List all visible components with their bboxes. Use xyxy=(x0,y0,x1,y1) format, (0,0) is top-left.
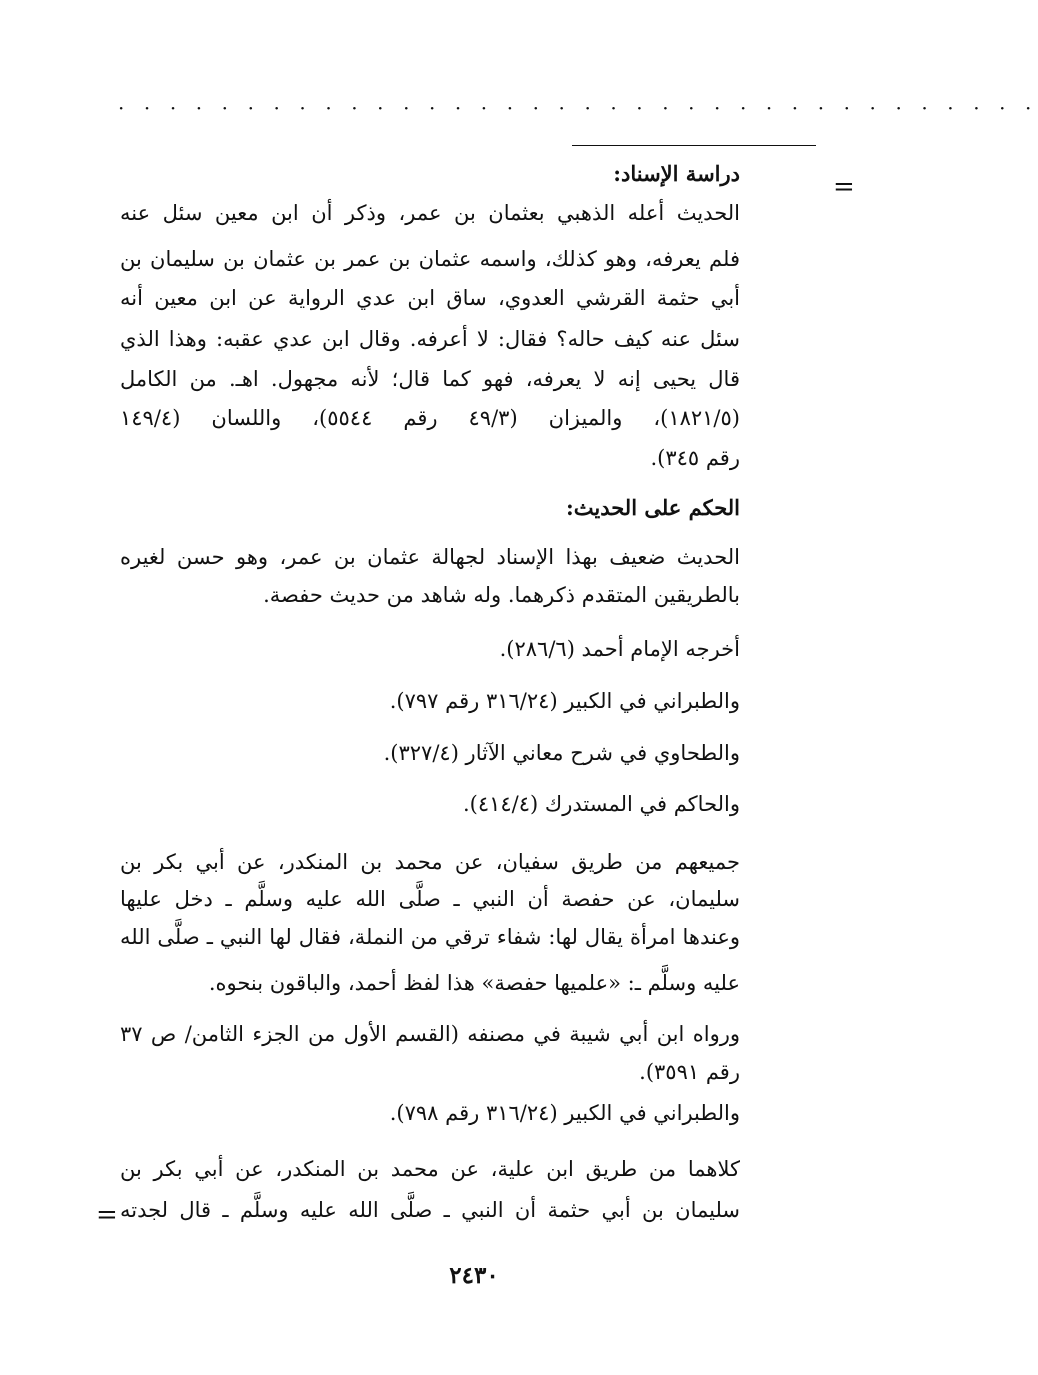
hadith-text-line: عليه وسلَّم ـ: «علميها حفصة» هذا لفظ أحمد، والباقون بنحوه. xyxy=(208,971,740,995)
both-chain-line: سليمان بن أبي حثمة أن النبي ـ صلَّى الله عليه وسلَّم ـ قال لجدته xyxy=(120,1198,740,1222)
continuation-mark-top: = xyxy=(833,172,855,202)
footnote-rule xyxy=(572,145,816,146)
continuation-mark-bottom: = xyxy=(96,1200,118,1230)
ibn-abi-shayba-line: ورواه ابن أبي شيبة في مصنفه (القسم الأول من الجزء الثامن/ ص ٣٧ xyxy=(120,1022,740,1046)
reference-line: والحاكم في المستدرك (٤١٤/٤). xyxy=(462,792,740,816)
reference-line: أخرجه الإمام أحمد (٢٨٦/٦). xyxy=(499,637,740,661)
ruling-line: الحديث ضعيف بهذا الإسناد لجهالة عثمان بن عمر، وهو حسن لغيره xyxy=(120,545,740,569)
ruling-line: بالطريقين المتقدم ذكرهما. وله شاهد من حديث حفصة. xyxy=(263,583,740,607)
both-chain-line: كلاهما من طريق ابن علية، عن محمد بن المنكدر، عن أبي بكر بن xyxy=(120,1157,740,1181)
dotted-separator: · · · · · · · · · · · · · · · · · · · · · · · · · · · · · · · · · · · · xyxy=(118,96,1038,120)
study-line: سئل عنه كيف حاله؟ فقال: لا أعرفه. وقال ابن عدي عقبه: وهذا الذي xyxy=(120,327,740,351)
reference-line: والطبراني في الكبير (٣١٦/٢٤ رقم ٧٩٧). xyxy=(389,689,740,713)
study-heading: دراسة الإسناد: xyxy=(613,161,740,186)
hadith-text-line: جميعهم من طريق سفيان، عن محمد بن المنكدر، عن أبي بكر بن xyxy=(120,850,740,874)
hadith-text-line: سليمان، عن حفصة أن النبي ـ صلَّى الله عليه وسلَّم ـ دخل عليها xyxy=(120,887,740,911)
tabarani-reference: والطبراني في الكبير (٣١٦/٢٤ رقم ٧٩٨). xyxy=(389,1101,740,1125)
study-line: (١٨٢١/٥)، والميزان (٤٩/٣ رقم ٥٥٤٤)، واللسان (١٤٩/٤ xyxy=(120,406,740,430)
study-line: الحديث أعله الذهبي بعثمان بن عمر، وذكر أن ابن معين سئل عنه xyxy=(120,201,740,225)
page-number: ٢٤٣٠ xyxy=(449,1262,499,1289)
ibn-abi-shayba-line: رقم ٣٥٩١). xyxy=(639,1060,740,1084)
study-line: رقم ٣٤٥). xyxy=(650,446,740,470)
study-line: قال يحيى إنه لا يعرفه، فهو كما قال؛ لأنه مجهول. اهـ. من الكامل xyxy=(120,367,740,391)
reference-line: والطحاوي في شرح معاني الآثار (٣٢٧/٤). xyxy=(383,741,740,765)
study-line: فلم يعرفه، وهو كذلك، واسمه عثمان بن عمر بن عثمان بن سليمان بن xyxy=(120,247,740,271)
ruling-heading: الحكم على الحديث: xyxy=(566,495,740,520)
study-line: أبي حثمة القرشي العدوي، ساق ابن عدي الرواية عن ابن معين أنه xyxy=(120,286,740,310)
hadith-text-line: وعندها امرأة يقال لها: شفاء ترقي من النملة، فقال لها النبي ـ صلَّى الله xyxy=(120,925,740,949)
